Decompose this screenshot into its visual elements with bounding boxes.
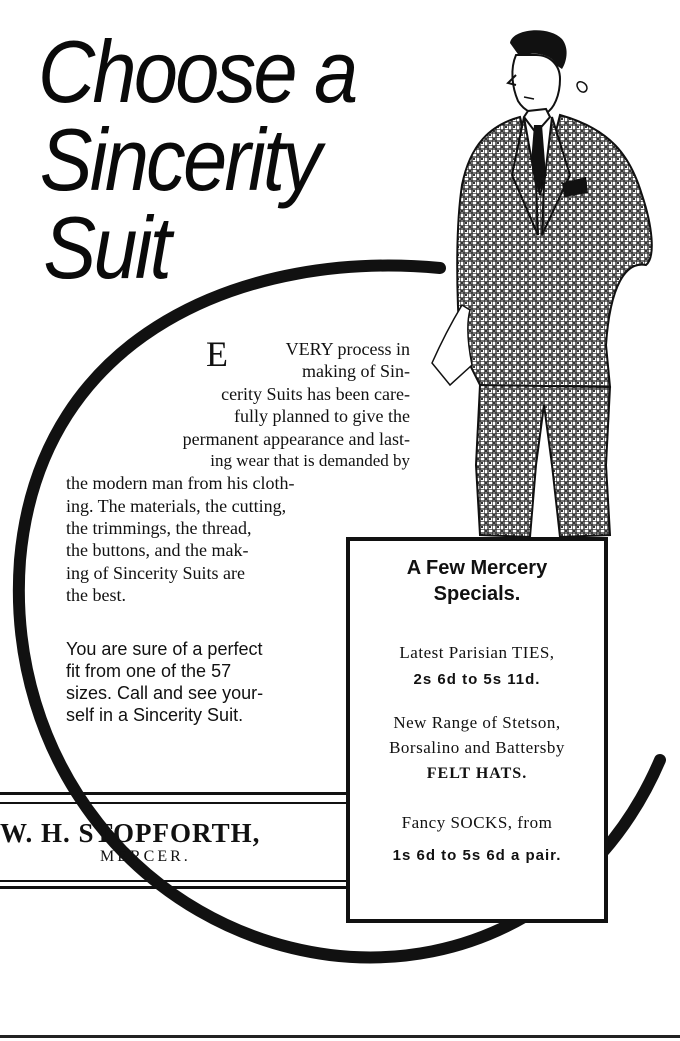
body-line-8: ing. The materials, the cutting, (66, 496, 287, 516)
headline-line-1: Choose a (38, 22, 356, 121)
body-line-4: fully planned to give the (234, 406, 410, 426)
body-line-3: cerity Suits has been care- (221, 384, 410, 404)
fit-line-4: self in a Sincerity Suit. (66, 705, 244, 725)
fit-line-1: You are sure of a perfect (66, 639, 263, 659)
fit-line-3: sizes. Call and see your- (66, 683, 264, 703)
band-rule-bottom-2 (0, 886, 348, 889)
body-line-1: VERY process in (285, 339, 410, 359)
headline (38, 22, 356, 297)
merchant-title: MERCER. (100, 848, 191, 865)
band-rule-top-2 (0, 802, 348, 804)
body-line-9: the trimmings, the thread, (66, 518, 252, 538)
band-rule-top (0, 792, 348, 795)
socks-line: Fancy SOCKS, from (401, 813, 553, 832)
socks-price: 1s 6d to 5s 6d a pair. (392, 847, 562, 864)
body-line-7: the modern man from his cloth- (66, 473, 295, 493)
specials-heading-2: Specials. (433, 583, 521, 605)
body-line-10: the buttons, and the mak- (66, 540, 249, 560)
band-rule-bottom (0, 880, 348, 882)
fit-paragraph (66, 638, 336, 726)
merchant-name: W. H. STOPFORTH, (0, 818, 261, 848)
body-line-5: permanent appearance and last- (182, 429, 410, 449)
ties-price: 2s 6d to 5s 11d. (413, 671, 541, 688)
body-line-2: making of Sin- (302, 361, 410, 381)
mercery-specials-box (346, 537, 608, 923)
headline-line-2: Sincerity (39, 110, 320, 209)
bottom-rule (0, 1035, 680, 1038)
body-line-11: ing of Sincerity Suits are (66, 563, 245, 583)
drop-cap: E (206, 334, 228, 374)
hats-line-1: New Range of Stetson, (393, 713, 561, 732)
man-in-suit-illustration (420, 25, 670, 545)
specials-heading-1: A Few Mercery (406, 557, 548, 579)
headline-line-3: Suit (43, 198, 170, 297)
fit-line-2: fit from one of the 57 (66, 661, 232, 681)
hats-line-3: FELT HATS. (426, 765, 528, 782)
ties-line: Latest Parisian TIES, (399, 643, 555, 662)
hats-line-2: Borsalino and Battersby (389, 738, 565, 757)
body-line-6: ing wear that is demanded by (210, 451, 410, 470)
body-line-12: the best. (66, 585, 126, 605)
